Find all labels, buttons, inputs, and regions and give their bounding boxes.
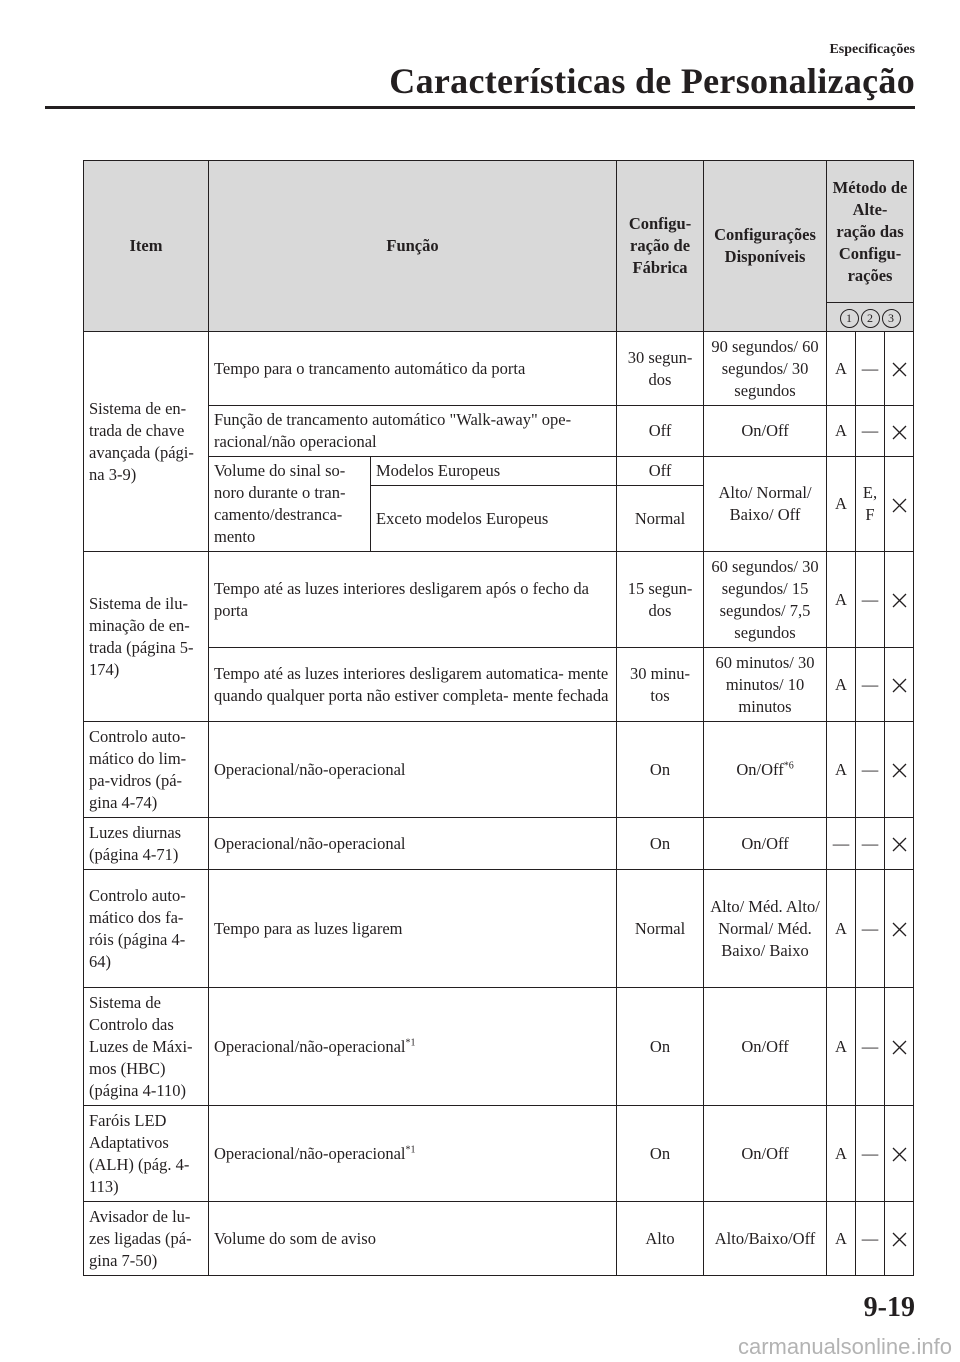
cell-fabrica: 30 segun- dos [617,332,704,406]
cell-disponiveis: 60 minutos/ 30 minutos/ 10 minutos [704,648,827,722]
cross-icon [892,498,907,513]
cell-disponiveis: On/Off [704,1106,827,1202]
cross-icon [892,678,907,693]
cell-fabrica: On [617,1106,704,1202]
cell-fabrica: 30 minu- tos [617,648,704,722]
cell-method-2: — [856,1202,885,1276]
method-3-icon: 3 [882,309,901,328]
method-2-icon: 2 [861,309,880,328]
cell-method-3 [885,552,914,648]
customization-table [83,160,914,1276]
cell-funcao [209,1106,617,1202]
footnote-mark: *1 [405,1144,416,1155]
cell-funcao: Volume do sinal so- noro durante o tran- camento/destranca- mento [209,457,371,552]
cell-item: Controlo auto- mático dos fa- róis (página 4-64) [84,870,209,988]
cell-method-3 [885,648,914,722]
cell-item: Sistema de ilu- minação de en- trada (página 5-174) [84,552,209,722]
table-row [84,722,914,818]
cell-disponiveis [704,722,827,818]
cell-disponiveis: Alto/ Normal/ Baixo/ Off [704,457,827,552]
cell-method-1: A [827,722,856,818]
cross-icon [892,425,907,440]
cross-icon [892,763,907,778]
cell-fabrica: On [617,818,704,870]
cell-fabrica: Normal [617,486,704,552]
cell-fabrica: Normal [617,870,704,988]
table-row [84,870,914,988]
cell-sub-funcao: Modelos Europeus [371,457,617,486]
cell-method-1: A [827,648,856,722]
cell-item: Faróis LED Adaptativos (ALH) (pág. 4-113) [84,1106,209,1202]
funcao-text: Operacional/não-operacional [214,1036,406,1056]
cell-method-3 [885,722,914,818]
cell-item: Luzes diurnas (página 4-71) [84,818,209,870]
cell-method-2: — [856,870,885,988]
cell-method-1: A [827,1106,856,1202]
cell-fabrica: Off [617,457,704,486]
table-row [84,648,914,722]
cross-icon [892,922,907,937]
cell-method-3 [885,1106,914,1202]
disponiveis-text: On/Off [736,759,784,779]
cell-method-3 [885,988,914,1106]
cross-icon [892,1040,907,1055]
table-row [84,552,914,648]
col-header-item: Item [84,161,209,332]
cell-method-3 [885,332,914,406]
cell-method-1: A [827,988,856,1106]
cell-funcao: Operacional/não-operacional [209,818,617,870]
page-number: 9-19 [863,1292,915,1323]
cell-method-1: — [827,818,856,870]
table-row [84,988,914,1106]
cell-fabrica: Alto [617,1202,704,1276]
cell-method-3 [885,406,914,457]
cell-disponiveis: 90 segundos/ 60 segundos/ 30 segundos [704,332,827,406]
cell-method-2: — [856,648,885,722]
cell-item: Controlo auto- mático do lim- pa-vidros (pá- gina 4-74) [84,722,209,818]
cell-method-1: A [827,332,856,406]
method-numbers [827,303,914,332]
page-title: Características de Personalização [389,61,915,101]
cell-method-2: — [856,988,885,1106]
cross-icon [892,1147,907,1162]
cross-icon [892,362,907,377]
cross-icon [892,1232,907,1247]
table-row [84,332,914,406]
cell-disponiveis: On/Off [704,818,827,870]
cell-method-2: — [856,818,885,870]
cell-funcao: Tempo até as luzes interiores desligarem após o fecho da porta [209,552,617,648]
cell-method-1: A [827,1202,856,1276]
col-header-fabrica: Configu- ração de Fábrica [617,161,704,332]
cell-method-2: E, F [856,457,885,552]
cell-disponiveis: On/Off [704,988,827,1106]
cell-method-2: — [856,406,885,457]
col-header-funcao: Função [209,161,617,332]
footnote-mark: *1 [405,1037,416,1048]
cell-method-1: A [827,406,856,457]
cell-funcao: Função de trancamento automático "Walk-away" ope- racional/não operacional [209,406,617,457]
cell-method-1: A [827,552,856,648]
cell-funcao: Tempo para o trancamento automático da porta [209,332,617,406]
cell-method-3 [885,1202,914,1276]
cell-funcao: Operacional/não-operacional [209,722,617,818]
cell-fabrica: Off [617,406,704,457]
cell-method-2: — [856,1106,885,1202]
table-row [84,457,914,486]
table-row [84,1106,914,1202]
cell-sub-funcao: Exceto modelos Europeus [371,486,617,552]
cell-method-2: — [856,552,885,648]
cell-item: Sistema de Controlo das Luzes de Máxi- mos (HBC) (página 4-110) [84,988,209,1106]
cell-item: Sistema de en- trada de chave avançada (pági- na 3-9) [84,332,209,552]
cell-disponiveis: 60 segundos/ 30 segundos/ 15 segundos/ 7,5 segundos [704,552,827,648]
cell-funcao [209,988,617,1106]
cell-method-3 [885,818,914,870]
cell-fabrica: On [617,722,704,818]
funcao-text: Operacional/não-operacional [214,1143,406,1163]
cell-funcao: Tempo até as luzes interiores desligarem automatica- mente quando qualquer porta não estiver completa- mente fechada [209,648,617,722]
cell-method-1: A [827,870,856,988]
cell-funcao: Tempo para as luzes ligarem [209,870,617,988]
cell-method-3 [885,870,914,988]
cell-method-3 [885,457,914,552]
cell-method-2: — [856,332,885,406]
method-1-icon: 1 [840,309,859,328]
cell-item: Avisador de lu- zes ligadas (pá- gina 7-50) [84,1202,209,1276]
cell-disponiveis: Alto/Baixo/Off [704,1202,827,1276]
table-row [84,818,914,870]
cell-method-2: — [856,722,885,818]
footnote-mark: *6 [783,760,794,771]
cell-method-1: A [827,457,856,552]
cell-disponiveis: On/Off [704,406,827,457]
col-header-disponiveis: Configurações Disponíveis [704,161,827,332]
cell-fabrica: On [617,988,704,1106]
cell-fabrica: 15 segun- dos [617,552,704,648]
col-header-metodo: Método de Alte- ração das Configu- rações [827,161,914,303]
cell-funcao: Volume do som de aviso [209,1202,617,1276]
watermark: carmanualsonline.info [737,1334,952,1359]
table-row [84,406,914,457]
table-row [84,1202,914,1276]
cell-disponiveis: Alto/ Méd. Alto/ Normal/ Méd. Baixo/ Baixo [704,870,827,988]
cross-icon [892,593,907,608]
cross-icon [892,837,907,852]
header-rule [45,106,915,109]
section-label: Especificações [829,42,915,57]
